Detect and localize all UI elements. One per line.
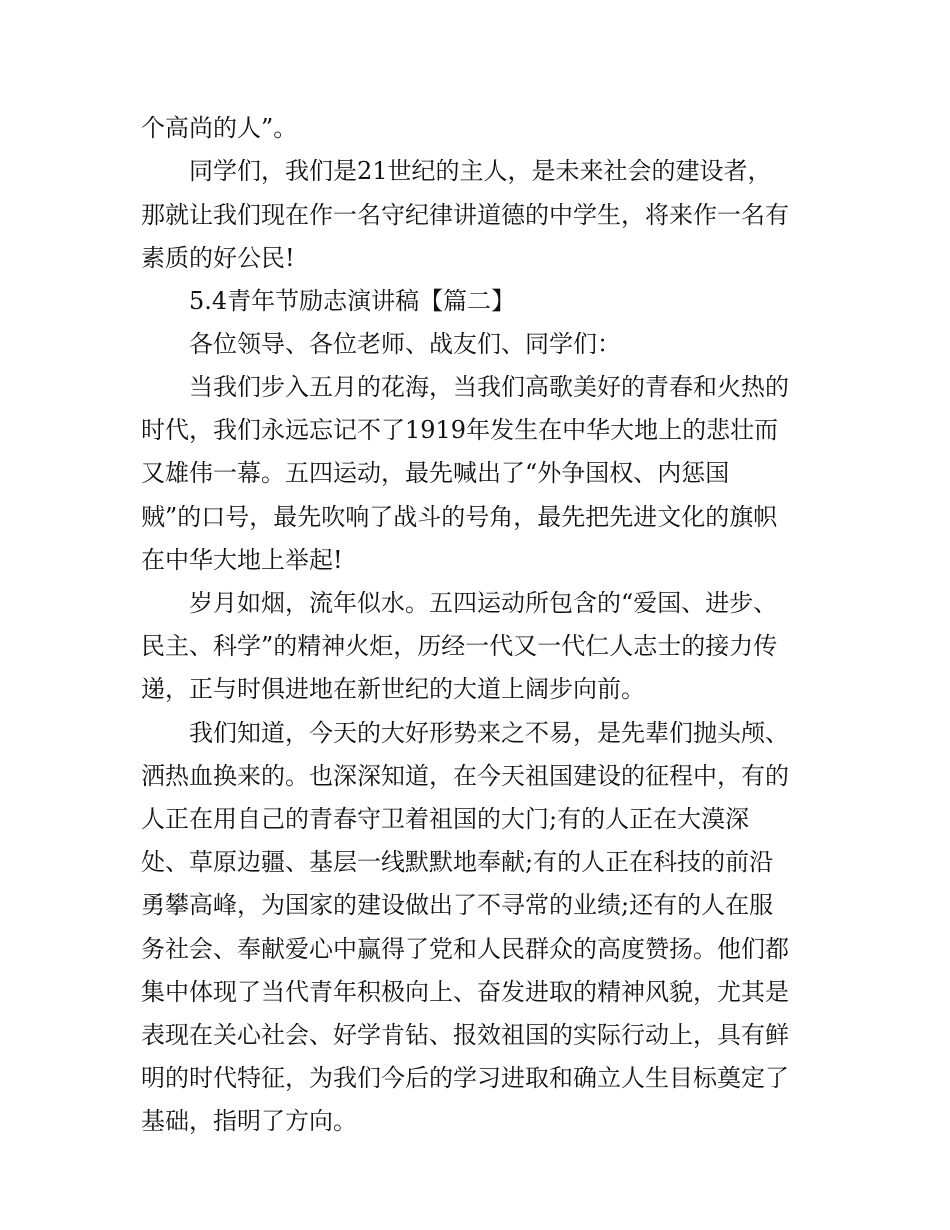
text-line: 递，正与时俱进地在新世纪的大道上阔步向前。 xyxy=(141,675,645,703)
paragraph-line: 当我们步入五月的花海，当我们高歌美好的青春和火热的 xyxy=(189,373,789,401)
text-line: 勇攀高峰，为国家的建设做出了不寻常的业绩;还有的人在服 xyxy=(141,891,774,919)
text-line: 洒热血换来的。也深深知道，在今天祖国建设的征程中，有的 xyxy=(141,762,789,790)
text-line: 素质的好公民! xyxy=(141,244,295,272)
paragraph-line: 我们知道，今天的大好形势来之不易，是先辈们抛头颅、 xyxy=(189,719,789,747)
paragraph-line: 岁月如烟，流年似水。五四运动所包含的“爱国、进步、 xyxy=(189,589,778,617)
text-line: 基础，指明了方向。 xyxy=(141,1107,357,1135)
text-line: 民主、科学”的精神火炬，历经一代又一代仁人志士的接力传 xyxy=(141,632,778,660)
text-line: 时代，我们永远忘记不了1919年发生在中华大地上的悲壮而 xyxy=(141,416,779,444)
text-line: 人正在用自己的青春守卫着祖国的大门;有的人正在大漠深 xyxy=(141,805,750,833)
text-line: 明的时代特征，为我们今后的学习进取和确立人生目标奠定了 xyxy=(141,1064,789,1092)
text-line: 处、草原边疆、基层一线默默地奉献;有的人正在科技的前沿 xyxy=(141,848,774,876)
section-heading: 5.4青年节励志演讲稿【篇二】 xyxy=(189,287,516,315)
text-line: 贼”的口号，最先吹响了战斗的号角，最先把先进文化的旗帜 xyxy=(141,503,778,531)
text-line: 又雄伟一幕。五四运动，最先喊出了“外争国权、内惩国 xyxy=(141,459,730,487)
text-line: 集中体现了当代青年积极向上、奋发进取的精神风貌，尤其是 xyxy=(141,978,789,1006)
text-line: 务社会、奉献爱心中赢得了党和人民群众的高度赞扬。他们都 xyxy=(141,935,789,963)
text-line: 表现在关心社会、好学肯钻、报效祖国的实际行动上，具有鲜 xyxy=(141,1021,789,1049)
salutation: 各位领导、各位老师、战友们、同学们： xyxy=(189,330,621,358)
text-line: 在中华大地上举起! xyxy=(141,546,343,574)
text-line: 个高尚的人”。 xyxy=(141,114,298,142)
paragraph-line: 同学们，我们是21世纪的主人，是未来社会的建设者， xyxy=(189,157,772,185)
text-line: 那就让我们现在作一名守纪律讲道德的中学生，将来作一名有 xyxy=(141,201,789,229)
